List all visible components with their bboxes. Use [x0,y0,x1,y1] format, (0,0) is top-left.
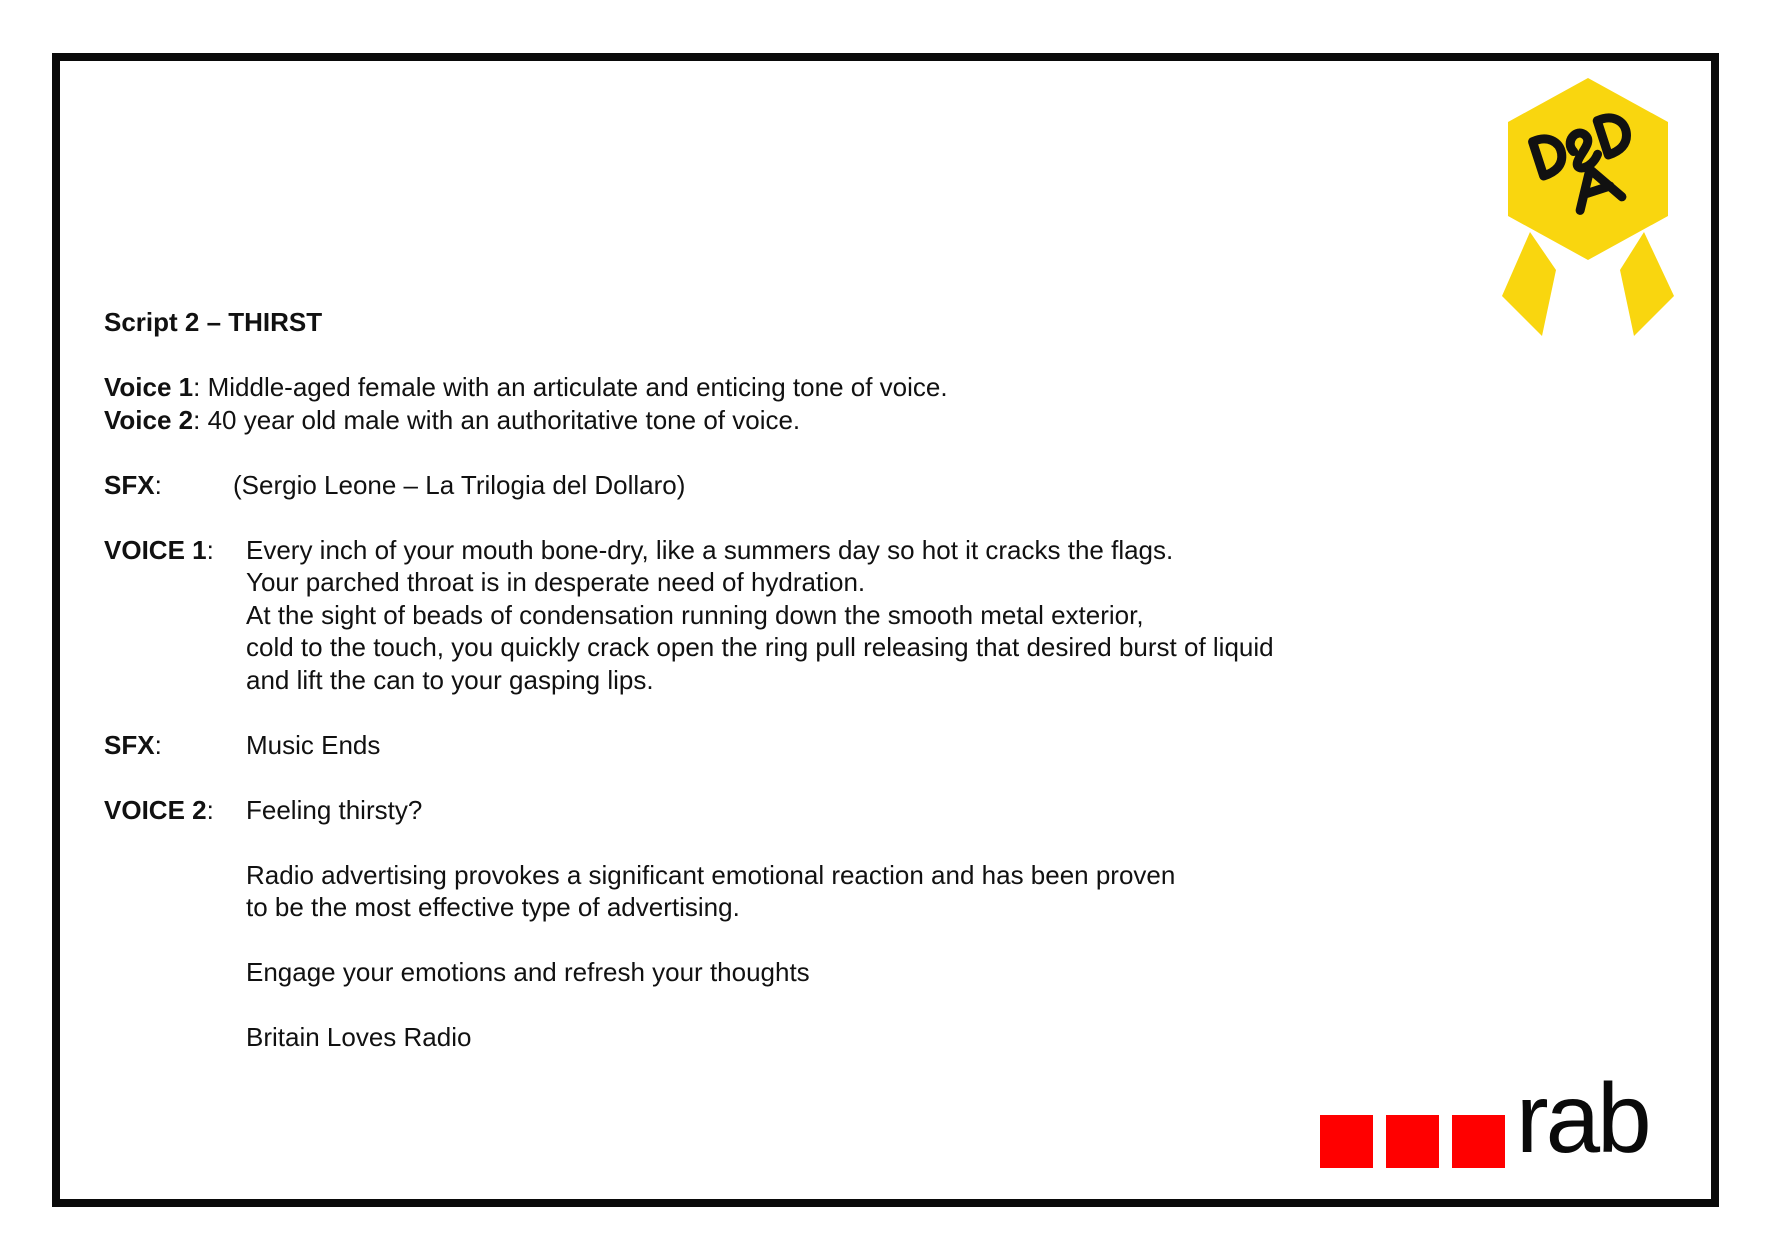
cue-sfx-music: SFX: (Sergio Leone – La Trilogia del Dollaro) [104,469,686,500]
cue-voice-2: VOICE 2: Feeling thirsty? [104,794,423,825]
closing-text: Radio advertising provokes a significant emotional reaction and has been proven [246,859,1176,890]
cue-text: and lift the can to your gasping lips. [246,664,654,695]
voice-description-2: Voice 2: 40 year old male with an authoritative tone of voice. [104,404,801,435]
cue-voice-1: VOICE 1: Every inch of your mouth bone-dry, like a summers day so hot it cracks the flags. [104,534,1174,565]
cue-label: SFX [104,729,155,760]
rab-square [1386,1115,1439,1168]
cue-text: (Sergio Leone – La Trilogia del Dollaro) [233,469,686,500]
script-title: Script 2 – THIRST [104,307,323,337]
script-body [104,306,1384,1054]
cue-text: At the sight of beads of condensation running down the smooth metal exterior, [246,599,1144,630]
cue-text: Feeling thirsty? [246,794,423,825]
cue-label: SFX [104,469,155,500]
cue-text: Your parched throat is in desperate need of hydration. [246,567,866,597]
closing-text: to be the most effective type of advertising. [246,892,740,922]
cue-label: VOICE 2 [104,794,207,825]
dandad-award-badge-icon [1482,74,1694,338]
badge-ribbon-left [1502,232,1556,336]
voice-desc: 40 year old male with an authoritative tone of voice. [200,404,801,435]
voice-label: Voice 1 [104,372,194,402]
rab-square [1452,1115,1505,1168]
voice-desc: Middle-aged female with an articulate and enticing tone of voice. [200,372,948,402]
cue-text: Every inch of your mouth bone-dry, like a summers day so hot it cracks the flags. [246,534,1174,565]
voice-description-1: Voice 1: Middle-aged female with an articulate and enticing tone of voice. [104,372,948,402]
badge-ribbon-right [1620,232,1674,336]
closing-text: Engage your emotions and refresh your thoughts [246,957,810,987]
cue-label: VOICE 1 [104,534,207,565]
rab-square [1320,1115,1373,1168]
voice-label: Voice 2 [104,404,194,435]
cue-text: Music Ends [246,729,381,760]
rab-logo [1320,1063,1680,1175]
closing-sign-off: Britain Loves Radio [246,1022,472,1052]
rab-wordmark: rab [1516,1063,1649,1173]
cue-text: cold to the touch, you quickly crack open the ring pull releasing that desired burst of liquid [246,632,1274,662]
cue-sfx-music-ends: SFX: Music Ends [104,729,381,760]
